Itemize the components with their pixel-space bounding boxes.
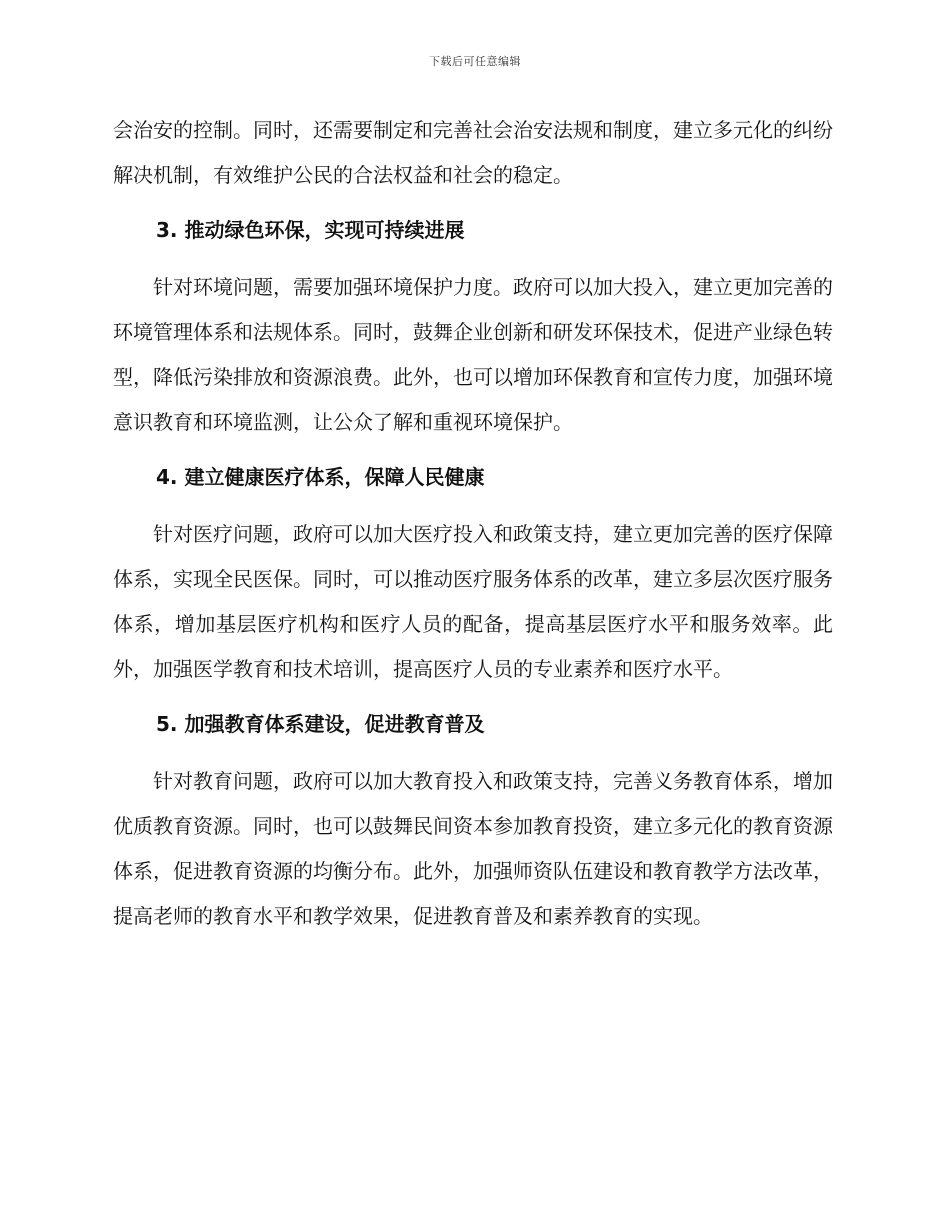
- paragraph-public-security-continued: 会治安的控制。同时，还需要制定和完善社会治安法规和制度，建立多元化的纠纷解决机制，有效维护公民的合法权益和社会的稳定。: [113, 118, 833, 187]
- heading-green-environment: 3. 推动绿色环保，实现可持续进展: [156, 218, 465, 242]
- document-body: [113, 108, 833, 939]
- heading-education-system: 5. 加强教育体系建设，促进教育普及: [156, 712, 485, 736]
- heading-healthcare-system: 4. 建立健康医疗体系，保障人民健康: [156, 465, 485, 489]
- paragraph-environment: 针对环境问题，需要加强环境保护力度。政府可以加大投入，建立更加完善的环境管理体系和法规体系。同时，鼓舞企业创新和研发环保技术，促进产业绿色转型，降低污染排放和资源浪费。此外，也可以增加环保教育和宣传力度，加强环境意识教育和环境监测，让公众了解和重视环境保护。: [113, 275, 833, 434]
- paragraph-healthcare: 针对医疗问题，政府可以加大医疗投入和政策支持，建立更加完善的医疗保障体系，实现全民医保。同时，可以推动医疗服务体系的改革，建立多层次医疗服务体系，增加基层医疗机构和医疗人员的配备，提高基层医疗水平和服务效率。此外，加强医学教育和技术培训，提高医疗人员的专业素养和医疗水平。: [113, 522, 833, 681]
- page-header: 下载后可任意编辑: [429, 55, 521, 68]
- paragraph-education: 针对教育问题，政府可以加大教育投入和政策支持，完善义务教育体系，增加优质教育资源。同时，也可以鼓舞民间资本参加教育投资，建立多元化的教育资源体系，促进教育资源的均衡分布。此外，加强师资队伍建设和教育教学方法改革，提高老师的教育水平和教学效果，促进教育普及和素养教育的实现。: [113, 769, 833, 928]
